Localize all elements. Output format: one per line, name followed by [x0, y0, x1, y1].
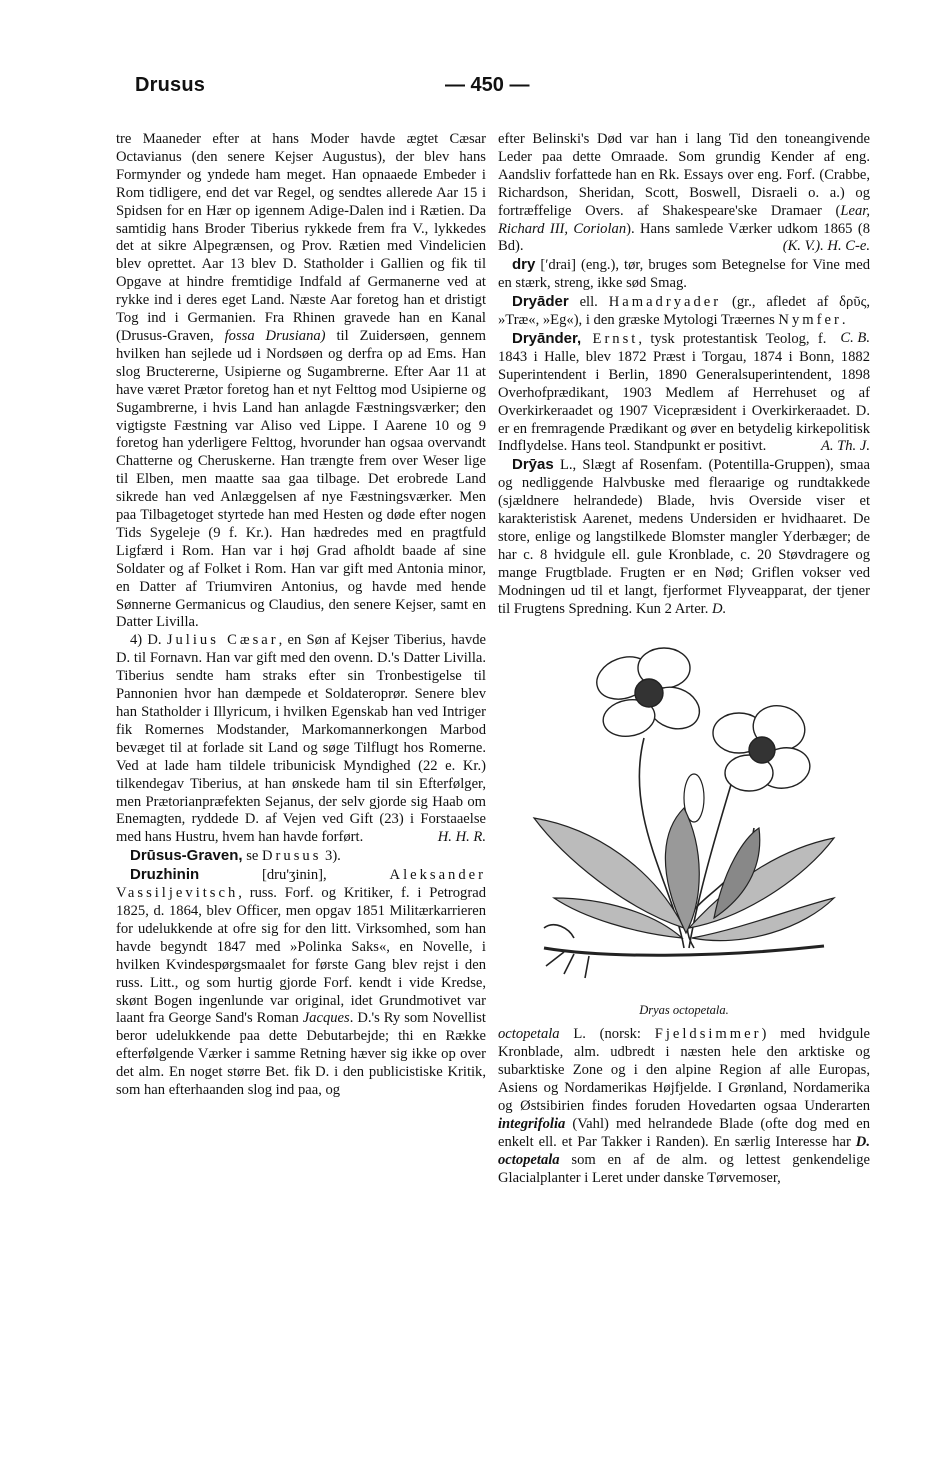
drusus-julius-caesar-entry: 4) D. Julius Cæsar, en Søn af Kejser Tiberius, havde D. til Fornavn. Han var gift med den ovenn. D.'s Datter Livilla. Tiberius sendte ham straks efter sin Tronbestigelse til Pannonien hvor han dæmpede et Soldateroprør. Senere blev han Statholder i Illyricum, i hvilken Egenskab han ved Intriger fik Romernes Modstander, Markomannerkongen Marbod bevæget til at forlade sit Land og søge Tilflugt hos Romerne. Ved at lade ham tildele tribunicisk Myndighed (22 e. Kr.) tilkendegav Tiberius, at han ønskede ham til sin Efterfølger, men Prætorianpræfekten Sejanus, der selv gjorde sig Haab om Enemagten, ryddede D. af Vejen ved Gift (23) i Forstaaelse med hans Hustru, hvem han havde forført. H. H. R.	[116, 632, 486, 846]
headword: Drȳas	[512, 456, 554, 474]
dryas-octopetala-entry: octopetala L. (norsk: Fjeldsimmer) med hvidgule Kronblade, alm. udbredt i næsten hele den arktiske og subarktiske Zone og i den alpine Region af alle Europas, Asiens og Nordamerikas Højfjelde. I Grønland, Nordamerika og Østsibirien findes foruden Hovedarten ogsaa Underarten integrifolia (Vahl) med helrandede Blade (ofte dog med en enkelt ell. et Par Takker i Randen). En særlig Interesse har D. octopetala som en af de alm. og lettest genkendelige Glacialplanter i Leret under danske Tørvemoser,	[498, 1026, 870, 1186]
author-signature: C. B.	[840, 329, 870, 346]
dryander-entry: Dryānder, Ernst, tysk protestantisk Teolog, f. 1843 i Halle, blev 1872 Præst i Torgau, 1874 i Bonn, 1882 Superintendent i Berlin, 1890 Generalsuperintendent, 1898 Overhofprædikant, 1903 Medlem af Herrehuset og af Overkirkeraadet og 1907 Vicepræsident i Overkirkeraadet. D. er en fremragende Prædikant og øver en betydelig kirkepolitisk Indflydelse. Hans teol. Standpunkt er positivt. A. Th. J.	[498, 329, 870, 455]
author-signature: H. H. R.	[437, 829, 486, 846]
dryas-illustration	[498, 628, 870, 1020]
headword: Drūsus-Graven,	[130, 847, 243, 865]
druzhinin-entry: Druzhinin [dru'ʒinin], Aleksander Vassiljevitsch, russ. Forf. og Kritiker, f. i Petrograd 1825, d. 1864, blev Officer, men opgav 1851 Militærkarrieren for udelukkende at ofre sig for den litt. Virksomhed, som han havde begyndt 1847 med »Polinka Saks«, en Novelle, i hvilken Kvindespørgsmaalet for første Gang blev rejst i den russ. Litt., og som hurtig gjorde Forf. kendt i vide Kredse, skønt Bogen ingenlunde var original, idet Grundmotivet var laant fra George Sand's Roman Jacques. D.'s Ry som Novellist beror udelukkende paa dette Debutarbejde; thi en Række efterfølgende Værker i samme Retning hæver sig ikke op over det alm. En noget større Bet. fik D. i den publicistiske Kritik, som han efterhaanden slog ind paa, og	[116, 866, 486, 1099]
right-column	[498, 131, 870, 1188]
drusus-graven-entry: Drūsus-Graven, se Drusus 3).	[130, 847, 341, 865]
dryader-entry: Dryāder ell. Hamadryader (gr., afledet af δρῦς, »Træ«, »Eg«), i den græske Mytologi Træernes Nymfer. C. B.	[498, 293, 870, 346]
headword: dry	[512, 256, 536, 274]
left-column	[116, 131, 486, 1100]
author-signature: A. Th. J.	[820, 438, 870, 455]
dry-entry: dry [ʹdrai] (eng.), tør, bruges som Betegnelse for Vine med en stærk, streng, ikke sød Smag.	[498, 256, 870, 292]
headword: Druzhinin	[130, 866, 200, 884]
figure-caption: Dryas octopetala.	[639, 1003, 729, 1018]
page-number: — 450 —	[445, 74, 530, 96]
running-head: Drusus	[135, 74, 206, 96]
headword: Dryānder,	[512, 329, 582, 347]
dryas-entry: Drȳas L., Slægt af Rosenfam. (Potentilla-Gruppen), smaa og nedliggende Halvbuske med fleraarige og rundtakkede (sjældnere helrandede) Blade, hvis Overside viser et karakteristisk Aarenet, medens Undersiden er hvidhaaret. De store, enlige og langstilkede Blomster mangler Yderbæger; de har c. 8 hvidgule ell. gule Kronblade, c. 20 Støvdragere og mange Frugtblade. Frugten er en Nød; Griflen vokser ved Modningen ud til et langt, fjerformet Flyveapparat, der tjener til Frugtens Spredning. Kun 2 Arter. D.	[498, 456, 870, 617]
headword: Dryāder	[512, 293, 569, 311]
dryas-octopetala-drawing	[514, 628, 854, 998]
author-signature: (K. V.). H. C-e.	[782, 238, 870, 255]
page-header	[135, 74, 875, 100]
druzhinin-entry-continued: efter Belinski's Død var han i lang Tid den toneangivende Leder paa dette Omraade. Som grundig Kender af eng. Aandsliv forfattede han en Rk. Essays over eng. Forf. (Crabbe, Richardson, Sheridan, Scott, Boswell, Disraeli o. a.) og fortræffelige Overs. af Shakespeare'ske Dramaer (Lear, Richard III, Coriolan). Hans samlede Værker udkom 1865 (8 Bd). (K. V.). H. C-e.	[498, 131, 870, 255]
drusus-entry-continued: tre Maaneder efter at hans Moder havde ægtet Cæsar Octavianus (den senere Kejser Augustus), der blev hans Formynder og yndede ham meget. Han opnaaede Embeder i Rom tidligere, end det var Regel, og sendtes allerede Aar 15 i Spidsen for en Hær op igennem Adige-Dalen ind i Rætien. Da samtidig hans Broder Tiberius rykkede frem fra V., lykkedes det at sikre Alpegrænsen, og Prov. Rætien med Vindelicien blev oprettet. Aar 13 blev D. Statholder i Gallien og fik til Opgave at hindre fremtidige Indfald af Germanerne ved at rykke ind i deres eget Land. Næste Aar foretog han et dristigt Tog ind i Germanien. Fra Rhinen gravede han en Kanal (Drusus-Graven, fossa Drusiana) til Zuidersøen, gennem hvilken han sejlede ud i Nordsøen og derfra op ad Ems. Han slog Bructererne, Usipierne og Sugambrerne. Efter Aar 11 at have været Prætor foretog han et nyt Felttog mod Usipierne og Sugambrerne, i hvis Land han anlagde Fæstningsværker; den vigtigste Fæstning var Aliso ved Lippe. I Aarene 10 og 9 foretog han yderligere Felttog, hvorunder han ogsaa overvandt Chatterne og Cheruskerne. Han trængte frem over Weser lige til Elben, men maatte saa gaa tilbage. Det erobrede Land sikrede han ved Anlæggelsen af nye Fæstningsværker. Men paa Tilbagetoget styrtede han med Hesten og døde efter nogen Tids Sygeleje (9 f. Kr.). Han hædredes med en pragtfuld Ligfærd i Rom. Han var i høj Grad afholdt baade af sine Soldater og af Folket i Rom. Han var gift med Antonia minor, en Datter af Triumviren Antonius, og havde med hende Sønnerne Germanicus og Claudius, den senere Kejser, samt en Datter Livilla.	[116, 131, 486, 631]
